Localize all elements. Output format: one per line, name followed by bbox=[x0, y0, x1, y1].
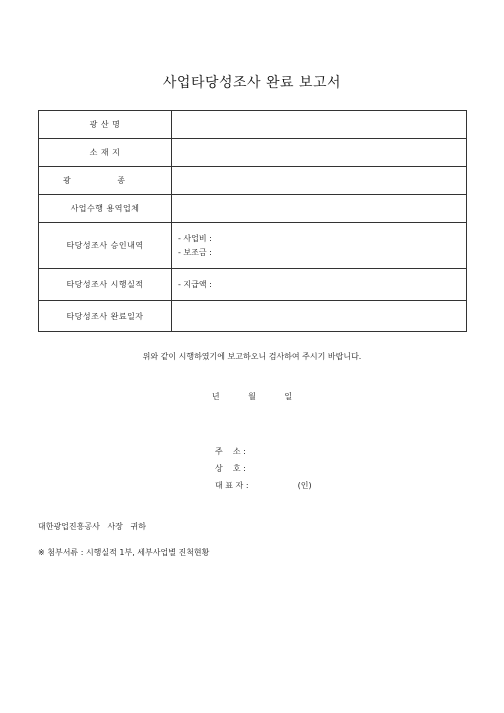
mine-name-label: 광 산 명 bbox=[39, 111, 172, 139]
table-row bbox=[39, 301, 467, 332]
company-label: 상 호 : bbox=[215, 464, 246, 473]
location-field[interactable] bbox=[172, 139, 467, 167]
approval-details-field[interactable] bbox=[172, 223, 467, 269]
recipient-line: 대한광업진흥공사 사장 귀하 bbox=[38, 522, 146, 531]
mine-name-field[interactable] bbox=[172, 111, 467, 139]
representative-line bbox=[215, 480, 312, 491]
address-label: 주 소 : bbox=[215, 447, 246, 456]
performance-label: 타당성조사 시행실적 bbox=[39, 269, 172, 301]
subsidy-line: - 보조금 : bbox=[178, 247, 212, 257]
seal-mark: (인) bbox=[297, 481, 312, 490]
table-row bbox=[39, 269, 467, 301]
completion-date-label: 타당성조사 완료일자 bbox=[39, 301, 172, 332]
location-label: 소 재 지 bbox=[39, 139, 172, 167]
approval-details-label: 타당성조사 승인내역 bbox=[39, 223, 172, 269]
payment-line: - 지급액 : bbox=[178, 279, 212, 289]
project-cost-line: - 사업비 : bbox=[178, 233, 212, 243]
document-title: 사업타당성조사 완료 보고서 bbox=[162, 75, 342, 91]
date-line bbox=[0, 391, 504, 402]
representative-label: 대 표 자 : bbox=[215, 481, 249, 490]
day-label: 일 bbox=[284, 392, 293, 401]
table-row bbox=[39, 223, 467, 269]
report-form-table bbox=[38, 110, 467, 332]
mineral-type-field[interactable] bbox=[172, 167, 467, 195]
table-row bbox=[39, 167, 467, 195]
table-row bbox=[39, 111, 467, 139]
table-row bbox=[39, 195, 467, 223]
performance-field[interactable] bbox=[172, 269, 467, 301]
year-label: 년 bbox=[211, 392, 220, 401]
mineral-type-label: 광 종 bbox=[39, 167, 172, 195]
attachment-note: ※ 첨부서류 : 시행실적 1부, 세부사업별 진척현황 bbox=[38, 548, 210, 557]
completion-date-field[interactable] bbox=[172, 301, 467, 332]
address-line bbox=[215, 446, 246, 457]
table-row bbox=[39, 139, 467, 167]
contractor-label: 사업수행 용역업체 bbox=[39, 195, 172, 223]
statement-text: 위와 같이 시행하였기에 보고하오니 검사하여 주시기 바랍니다. bbox=[142, 352, 362, 361]
contractor-field[interactable] bbox=[172, 195, 467, 223]
company-line bbox=[215, 463, 246, 474]
month-label: 월 bbox=[248, 392, 256, 401]
